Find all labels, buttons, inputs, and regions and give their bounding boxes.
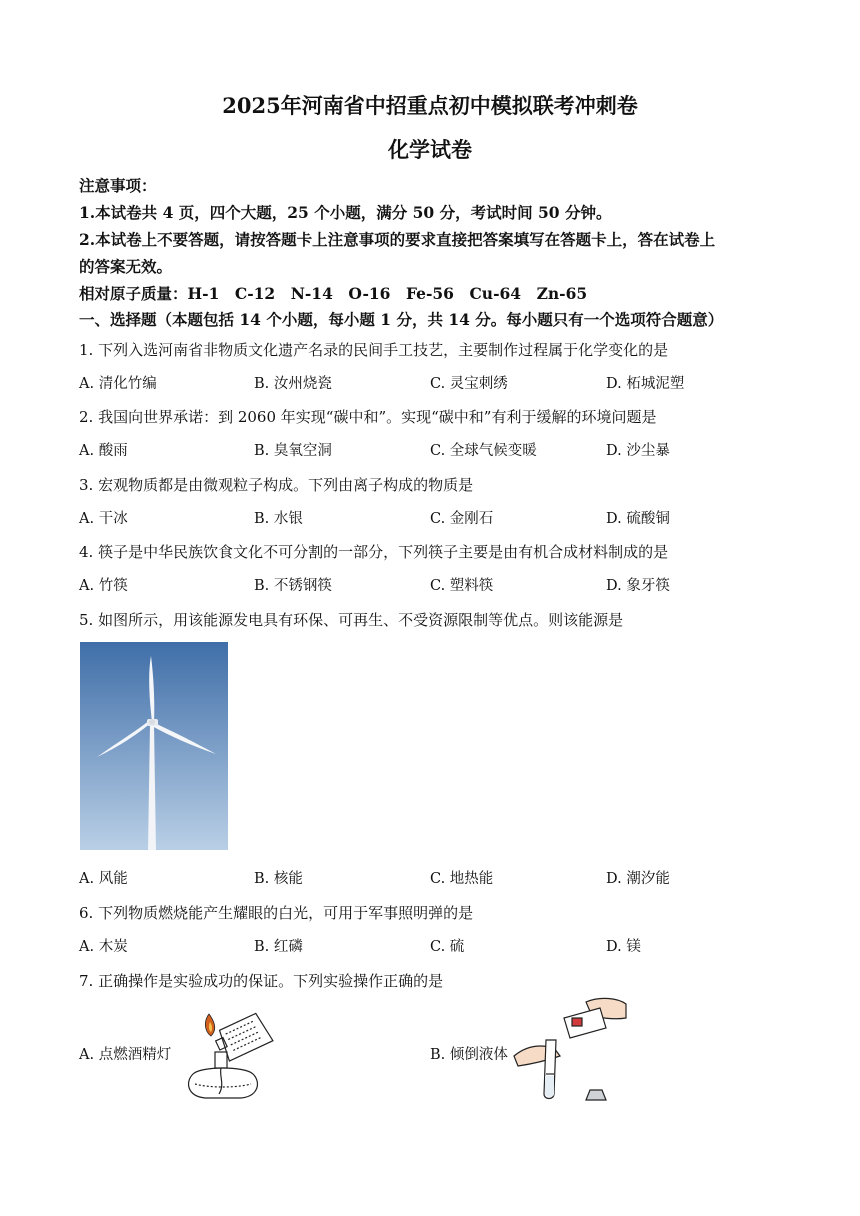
alcohol-lamp-illustration xyxy=(175,1004,275,1100)
notes-item-2-line-1: 2.本试卷上不要答题，请按答题卡上注意事项的要求直接把答案填写在答题卡上，答在试卷上 xyxy=(79,230,716,249)
question-3-option-d: D. 硫酸铜 xyxy=(606,511,670,527)
notes-item-1: 1.本试卷共 4 页，四个大题，25 个小题，满分 50 分，考试时间 50 分钟。 xyxy=(79,203,612,222)
question-1-option-d: D. 柘城泥塑 xyxy=(606,376,685,392)
question-4-option-b: B. 不锈钢筷 xyxy=(254,578,332,594)
question-1-option-a: A. 清化竹编 xyxy=(79,376,157,392)
question-5-option-c: C. 地热能 xyxy=(430,871,494,887)
question-5-option-a: A. 风能 xyxy=(79,871,128,887)
question-4-option-c: C. 塑料筷 xyxy=(430,578,494,594)
question-1-stem: 1. 下列入选河南省非物质文化遗产名录的民间手工技艺，主要制作过程属于化学变化的是 xyxy=(79,341,669,359)
question-2-option-b: B. 臭氧空洞 xyxy=(254,443,332,459)
question-2-option-c: C. 全球气候变暖 xyxy=(430,443,537,459)
question-3-option-c: C. 金刚石 xyxy=(430,511,494,527)
question-6-option-a: A. 木炭 xyxy=(79,939,128,955)
question-6-stem: 6. 下列物质燃烧能产生耀眼的白光，可用于军事照明弹的是 xyxy=(79,904,474,922)
question-2-option-a: A. 酸雨 xyxy=(79,443,128,459)
question-7-stem: 7. 正确操作是实验成功的保证。下列实验操作正确的是 xyxy=(79,972,444,990)
wind-turbine-image xyxy=(80,642,228,850)
exam-title: 2025年河南省中招重点初中模拟联考冲刺卷 xyxy=(222,93,638,118)
notes-heading: 注意事项： xyxy=(79,176,157,195)
exam-subtitle: 化学试卷 xyxy=(388,137,472,162)
section-1-heading: 一、选择题（本题包括 14 个小题，每小题 1 分，共 14 分。每小题只有一个选项符合题意） xyxy=(79,310,724,329)
question-1-option-b: B. 汝州烧瓷 xyxy=(254,376,332,392)
question-4-option-a: A. 竹筷 xyxy=(79,578,128,594)
question-7-option-a: A. 点燃酒精灯 xyxy=(79,1047,172,1063)
question-5-stem: 5. 如图所示，用该能源发电具有环保、可再生、不受资源限制等优点。则该能源是 xyxy=(79,611,624,629)
question-7-option-b: B. 倾倒液体 xyxy=(430,1047,508,1063)
question-3-option-b: B. 水银 xyxy=(254,511,303,527)
question-4-stem: 4. 筷子是中华民族饮食文化不可分割的一部分，下列筷子主要是由有机合成材料制成的是 xyxy=(79,543,669,561)
question-6-option-c: C. 硫 xyxy=(430,939,465,955)
question-1-option-c: C. 灵宝刺绣 xyxy=(430,376,508,392)
notes-item-2-line-2: 的答案无效。 xyxy=(79,257,173,276)
pouring-liquid-illustration xyxy=(510,994,630,1106)
question-4-option-d: D. 象牙筷 xyxy=(606,578,670,594)
question-2-stem: 2. 我国向世界承诺：到 2060 年实现“碳中和”。实现“碳中和”有利于缓解的环境问题是 xyxy=(79,408,657,426)
question-3-stem: 3. 宏观物质都是由微观粒子构成。下列由离子构成的物质是 xyxy=(79,476,474,494)
question-3-option-a: A. 干冰 xyxy=(79,511,128,527)
question-2-option-d: D. 沙尘暴 xyxy=(606,443,670,459)
question-5-option-d: D. 潮汐能 xyxy=(606,871,670,887)
question-5-option-b: B. 核能 xyxy=(254,871,303,887)
question-6-option-b: B. 红磷 xyxy=(254,939,303,955)
atomic-masses: 相对原子质量：H-1 C-12 N-14 O-16 Fe-56 Cu-64 Zn-65 xyxy=(79,284,588,303)
question-6-option-d: D. 镁 xyxy=(606,939,641,955)
